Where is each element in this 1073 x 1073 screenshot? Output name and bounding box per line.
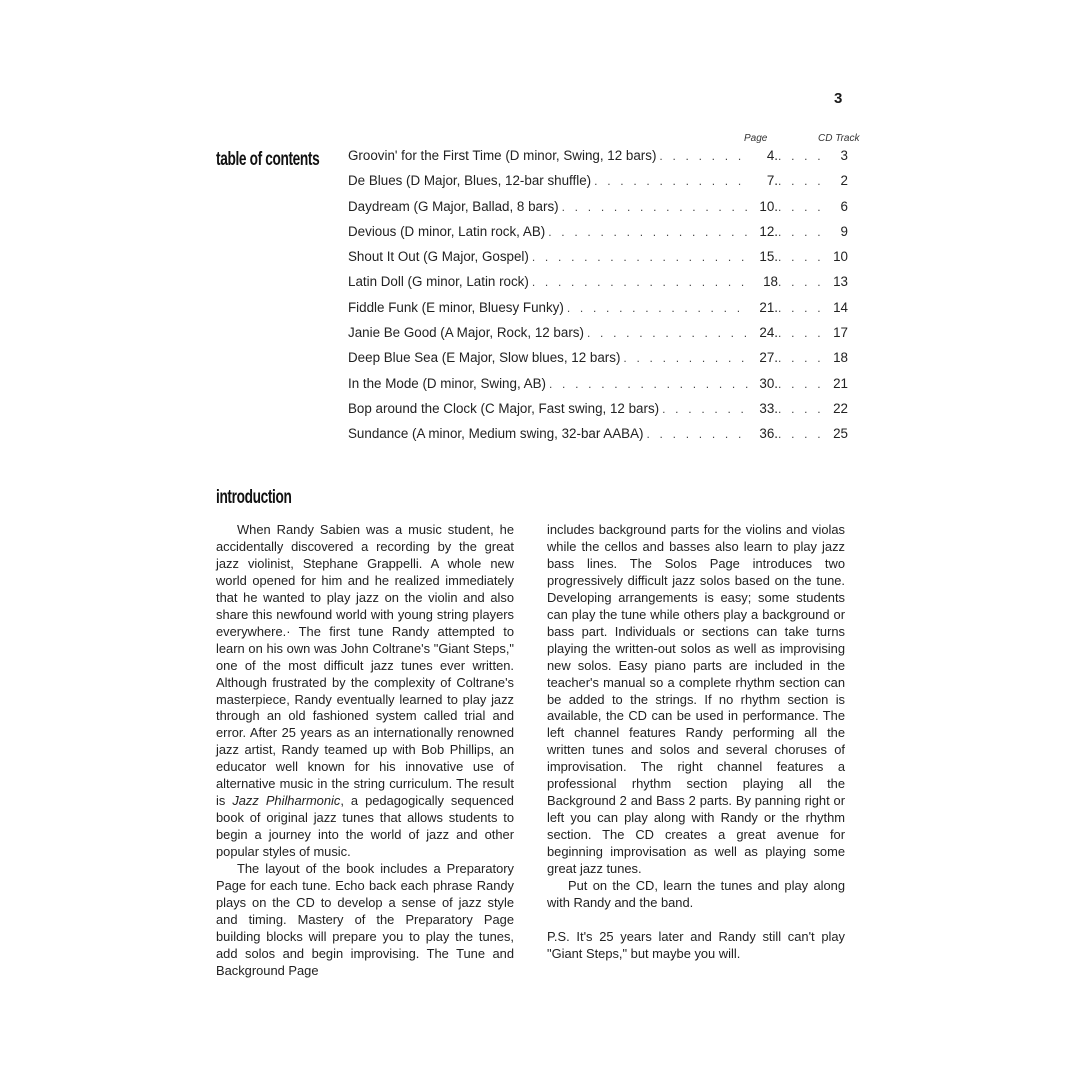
intro-paragraph: Put on the CD, learn the tunes and play along with Randy and the band. (547, 878, 845, 910)
toc-entry-title: Devious (D minor, Latin rock, AB) (348, 223, 546, 239)
toc-entry-track: 21 (833, 375, 848, 391)
toc-entry-title: Sundance (A minor, Medium swing, 32-bar AABA) (348, 426, 644, 442)
toc-leader-dots (662, 402, 750, 416)
toc-entry-title: Daydream (G Major, Ballad, 8 bars) (348, 198, 559, 214)
page-number: 3 (834, 90, 843, 107)
toc-entry-track: 10 (833, 249, 848, 265)
toc-entry (348, 401, 848, 426)
toc-entry-title: Shout It Out (G Major, Gospel) (348, 249, 529, 265)
toc-list (348, 148, 848, 452)
toc-entry-page: 36. (759, 426, 778, 442)
toc-entry-title: Bop around the Clock (C Major, Fast swing, 12 bars) (348, 400, 660, 416)
intro-text: When Randy Sabien was a music student, he accidentally discovered a recording by the great jazz violinist, Stephane Grappelli. A whole new world opened for him and he realized immediately that he wanted to play jazz on the violin and also share this newfound world with young string players everywhere.· The first tune Randy attempted to learn on his own was John Coltrane's "Giant Steps," one of the most difficult jazz tunes ever written. Although frustrated by the complexity of Coltrane's masterpiece, Randy eventually learned to play jazz through an old fashioned system called trial and error. After 25 years as an internationally renowned jazz artist, Randy teamed up with Bob Phillips, an educator well known for his innovative use of alternative music in the string curriculum. The result is (216, 522, 514, 809)
toc-leader-dots (778, 326, 828, 340)
intro-paragraph: includes background parts for the violins and violas while the cellos and basses also learn to play jazz bass lines. The Solos Page introduces two progressively difficult jazz solos based on the tune. Developing arrangements is easy; some students can play the tune while others play a background or bass part. Individuals or sections can take turns playing the written-out solos as well as improvising new solos. Easy piano parts are included in the teacher's manual so a complete rhythm section can be added to the strings. If no rhythm section is available, the CD can be used in performance. The left channel features Randy performing all the written tunes and solos and several choruses of improvisation. The right channel features a professional rhythm section playing all the Background 2 and Bass 2 parts. By panning right or left you can play along with Randy or the rhythm section. The CD creates a great avenue for beginning improvisation as well as playing some great jazz tunes. (547, 522, 845, 877)
toc-entry (348, 274, 848, 299)
toc-entry (348, 148, 848, 173)
intro-paragraph (216, 522, 514, 861)
toc-leader-dots (532, 250, 750, 264)
toc-entry-track: 6 (840, 198, 848, 214)
intro-column-left (216, 522, 514, 980)
toc-entry-page: 30. (759, 375, 778, 391)
toc-entry-page: 18 (763, 274, 778, 290)
toc-leader-dots (594, 174, 750, 188)
toc-entry-page: 7. (766, 173, 778, 189)
toc-leader-dots (778, 225, 828, 239)
toc-entry-page: 12. (759, 223, 778, 239)
toc-leader-dots (778, 351, 828, 365)
toc-entry-page: 15. (759, 249, 778, 265)
toc-entry (348, 325, 848, 350)
toc-leader-dots (549, 377, 750, 391)
toc-entry (348, 426, 848, 451)
postscript: P.S. It's 25 years later and Randy still can't play "Giant Steps," but maybe you will. (547, 928, 845, 961)
toc-leader-dots (778, 301, 828, 315)
toc-entry (348, 300, 848, 325)
toc-leader-dots (778, 250, 828, 264)
toc-column-track-header: CD Track (818, 133, 860, 144)
toc-entry-track: 14 (833, 299, 848, 315)
toc-leader-dots (778, 275, 828, 289)
toc-entry (348, 224, 848, 249)
toc-leader-dots (778, 427, 828, 441)
toc-entry-title: Janie Be Good (A Major, Rock, 12 bars) (348, 325, 584, 341)
toc-entry-track: 3 (840, 148, 848, 163)
toc-entry-track: 2 (840, 173, 848, 189)
intro-text: , a pedagogically sequenced book of original jazz tunes that allows students to begin a journey into the world of jazz and other popular styles of music. (216, 793, 514, 860)
toc-entry-page: 33. (759, 400, 778, 416)
toc-entry-track: 9 (840, 223, 848, 239)
intro-paragraph: The layout of the book includes a Preparatory Page for each tune. Echo back each phrase Randy plays on the CD to develop a sense of jazz style and timing. Mastery of the Preparatory Page building blocks will prepare you to play the tunes, add solos and begin improvising. The Tune and Background Page (216, 861, 514, 978)
toc-entry-page: 21. (759, 299, 778, 315)
intro-heading: introduction (216, 487, 292, 508)
toc-leader-dots (778, 149, 828, 163)
toc-entry-page: 4. (766, 148, 778, 163)
toc-entry-title: Latin Doll (G minor, Latin rock) (348, 274, 529, 290)
toc-entry-title: Deep Blue Sea (E Major, Slow blues, 12 bars) (348, 350, 621, 366)
toc-leader-dots (646, 427, 750, 441)
toc-entry-track: 18 (833, 350, 848, 366)
toc-entry (348, 173, 848, 198)
intro-column-right (547, 522, 845, 963)
toc-leader-dots (778, 174, 828, 188)
toc-leader-dots (587, 326, 750, 340)
toc-column-page-header: Page (744, 133, 768, 144)
toc-entry-title: Fiddle Funk (E minor, Bluesy Funky) (348, 299, 564, 315)
toc-entry-track: 13 (833, 274, 848, 290)
toc-leader-dots (778, 377, 828, 391)
toc-entry-title: In the Mode (D minor, Swing, AB) (348, 375, 546, 391)
toc-entry (348, 249, 848, 274)
toc-leader-dots (567, 301, 750, 315)
toc-entry-track: 17 (833, 325, 848, 341)
toc-entry-page: 10. (759, 198, 778, 214)
toc-entry (348, 350, 848, 375)
toc-entry-title: De Blues (D Major, Blues, 12-bar shuffle) (348, 173, 592, 189)
toc-heading: table of contents (216, 149, 320, 170)
toc-leader-dots (532, 275, 750, 289)
toc-entry-track: 25 (833, 426, 848, 442)
toc-entry (348, 376, 848, 401)
book-title: Jazz Philharmonic (232, 793, 341, 809)
toc-entry-page: 27. (759, 350, 778, 366)
toc-entry-track: 22 (833, 400, 848, 416)
toc-entry-title: Groovin' for the First Time (D minor, Swing, 12 bars) (348, 148, 657, 163)
toc-leader-dots (778, 200, 828, 214)
toc-entry (348, 199, 848, 224)
toc-leader-dots (623, 351, 750, 365)
toc-leader-dots (659, 149, 750, 163)
toc-leader-dots (562, 200, 750, 214)
toc-leader-dots (778, 402, 828, 416)
toc-leader-dots (548, 225, 750, 239)
toc-entry-page: 24. (759, 325, 778, 341)
